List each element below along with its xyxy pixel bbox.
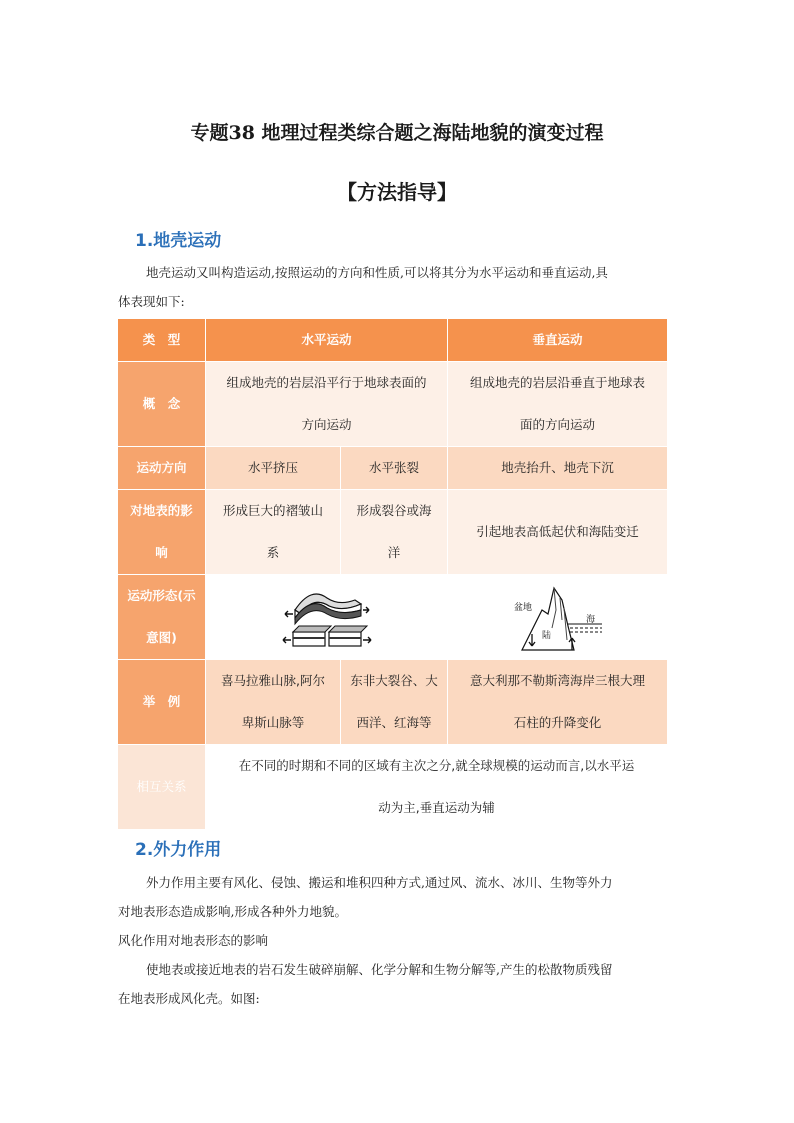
effect-h1-line2: 系 (266, 545, 280, 560)
vertical-movement-diagram (512, 580, 604, 654)
effect-label-line1: 对地表的影 (130, 503, 193, 518)
extension-arrow-right-icon (363, 637, 371, 643)
sea-water-lines (570, 628, 602, 632)
effect-vertical: 引起地表高低起伏和海陆变迁 (448, 490, 668, 575)
effect-h2-line1: 形成裂谷或海 (356, 503, 432, 518)
example-v-line1: 意大利那不勒斯湾海岸三根大理 (469, 673, 645, 688)
intro-line1: 地壳运动又叫构造运动,按照运动的方向和性质,可以将其分为水平运动和垂直运动,具 (146, 265, 608, 280)
page-title: 专题38 地理过程类综合题之海陆地貌的演变过程 (190, 122, 604, 144)
example-h1-line2: 卑斯山脉等 (241, 715, 305, 730)
crust-movement-table (118, 319, 668, 830)
concept-h-line1: 组成地壳的岩层沿平行于地球表面的 (226, 375, 427, 390)
section2-p1-line2: 对地表形态造成影响,形成各种外力地貌。 (118, 904, 347, 919)
example-h2-line1: 东非大裂谷、大 (350, 673, 438, 688)
vertical-diagram-cell (448, 575, 668, 660)
diagram-label-land: 陆 (541, 631, 551, 641)
header-vertical: 垂直运动 (448, 319, 668, 362)
example-h2-line2: 西洋、红海等 (356, 715, 432, 730)
horizontal-diagram-cell (206, 575, 448, 660)
method-guide-heading: 【方法指导】 (337, 180, 457, 204)
effect-label-line2: 响 (155, 545, 168, 560)
extension-arrow-left-icon (283, 637, 291, 643)
section2-p2-line1: 使地表或接近地表的岩石发生破碎崩解、化学分解和生物分解等,产生的松散物质残留 (146, 962, 613, 977)
relation-line2: 动为主,垂直运动为辅 (378, 800, 495, 815)
effect-fold-mountains (206, 490, 341, 575)
section1-intro (118, 258, 678, 316)
example-v-line2: 石柱的升降变化 (513, 715, 602, 730)
effect-rift-ocean (341, 490, 448, 575)
relation-line1: 在不同的时期和不同的区域有主次之分,就全球规模的运动而言,以水平运 (238, 758, 635, 773)
effect-label (118, 490, 206, 575)
form-label-line1: 运动形态(示 (127, 588, 196, 603)
horizontal-movement-diagram (281, 580, 373, 654)
diagram-label-sea: 海 (585, 615, 595, 625)
header-type: 类 型 (118, 319, 206, 362)
concept-v-line1: 组成地壳的岩层沿垂直于地球表 (469, 375, 645, 390)
section2-paragraph1 (118, 868, 678, 1013)
example-rift (341, 660, 448, 745)
example-label: 举 例 (118, 660, 206, 745)
compression-arrow-right-icon (363, 607, 369, 613)
example-h1-line1: 喜马拉雅山脉,阿尔 (221, 673, 325, 688)
form-label (118, 575, 206, 660)
intro-line2: 体表现如下: (118, 294, 185, 309)
concept-vertical (448, 362, 668, 447)
diagram-label-basin: 盆地 (513, 603, 532, 613)
concept-v-line2: 面的方向运动 (519, 417, 595, 432)
direction-compression: 水平挤压 (206, 447, 341, 490)
direction-label: 运动方向 (118, 447, 206, 490)
section1-heading: 1.地壳运动 (135, 231, 222, 251)
effect-h2-line2: 洋 (387, 545, 401, 560)
direction-extension: 水平张裂 (341, 447, 448, 490)
form-label-line2: 意图) (146, 630, 177, 645)
example-himalaya (206, 660, 341, 745)
rift-block-tops (293, 626, 367, 632)
section2-p1-line1: 外力作用主要有风化、侵蚀、搬运和堆积四种方式,通过风、流水、冰川、生物等外力 (146, 875, 613, 890)
direction-vertical: 地壳抬升、地壳下沉 (448, 447, 668, 490)
concept-h-line2: 方向运动 (301, 417, 352, 432)
relation-text (206, 745, 668, 830)
section2-p2-line2: 在地表形成风化壳。如图: (118, 991, 260, 1006)
concept-label: 概 念 (118, 362, 206, 447)
header-horizontal: 水平运动 (206, 319, 448, 362)
example-naples (448, 660, 668, 745)
effect-h1-line1: 形成巨大的褶皱山 (222, 503, 323, 518)
weathering-subheading: 风化作用对地表形态的影响 (118, 933, 269, 948)
section2-heading: 2.外力作用 (135, 840, 222, 860)
concept-horizontal (206, 362, 448, 447)
relation-label: 相互关系 (118, 745, 206, 830)
compression-arrow-left-icon (285, 611, 293, 617)
